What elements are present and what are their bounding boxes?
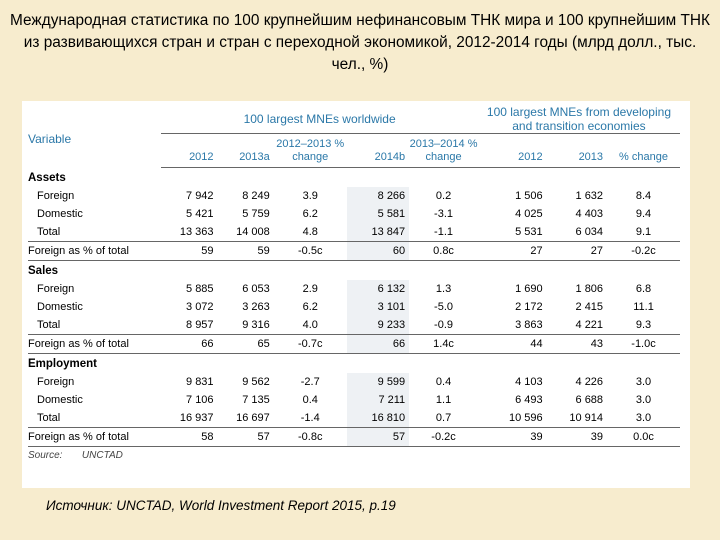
- row-label: Foreign as % of total: [28, 428, 161, 447]
- group-header-developing: 100 largest MNEs from developing and transition economies: [478, 105, 680, 134]
- table-cell: 57: [347, 428, 409, 447]
- table-cell: -0.5c: [274, 242, 347, 261]
- table-cell: -5.0: [434, 301, 454, 313]
- table-cell: 44: [478, 335, 547, 354]
- table-cell: 8 249: [242, 190, 270, 202]
- row-label: Foreign: [37, 376, 75, 388]
- table-cell: 6 493: [515, 394, 543, 406]
- table-cell: -1.4: [300, 412, 320, 424]
- table-cell: 5 581: [347, 205, 409, 223]
- table-cell: 2.9: [302, 283, 318, 295]
- table-cell: 6 034: [575, 226, 604, 238]
- table-cell: 60: [347, 242, 409, 261]
- section-heading: Employment: [28, 354, 680, 374]
- table-cell: 3 263: [242, 301, 270, 313]
- table-cell: 6 688: [575, 394, 604, 406]
- col-header: % change: [607, 134, 680, 168]
- table-cell: 8.4: [635, 190, 652, 202]
- source-label: Source:: [28, 450, 63, 461]
- table-cell: 59: [161, 242, 217, 261]
- table-cell: 6 132: [347, 280, 409, 298]
- table-cell: 9.4: [635, 208, 652, 220]
- table-cell: 11.1: [633, 301, 654, 313]
- table-cell: 27: [478, 242, 547, 261]
- table-cell: 10 596: [508, 412, 543, 424]
- col-header: 2013–2014 % change: [409, 134, 478, 168]
- table-cell: 5 885: [186, 283, 214, 295]
- table-cell: 65: [218, 335, 274, 354]
- table-cell: -0.2c: [409, 428, 478, 447]
- slide-title: Международная статистика по 100 крупнейшим нефинансовым ТНК мира и 100 крупнейшим ТНК из развивающихся стран и стран с переходной экономикой, 2012-2014 годы (млрд долл., тыс. чел., %): [10, 12, 710, 73]
- table-cell: -3.1: [434, 208, 454, 220]
- table-cell: 6.2: [302, 208, 318, 220]
- table-cell: 57: [218, 428, 274, 447]
- row-label: Total: [37, 226, 61, 238]
- table-row: [28, 391, 680, 409]
- row-label: Domestic: [37, 208, 83, 220]
- table-row: [28, 205, 680, 223]
- table-cell: 4 226: [575, 376, 604, 388]
- col-header: 2012: [161, 134, 217, 168]
- footer-source: Источник: UNCTAD, World Investment Report 2015, p.19: [46, 498, 396, 513]
- table-cell: 66: [347, 335, 409, 354]
- table-cell: 1 632: [575, 190, 604, 202]
- table-cell: 0.7: [435, 412, 452, 424]
- table-cell: 3 072: [186, 301, 214, 313]
- table-cell: 4 025: [515, 208, 543, 220]
- table-body: [28, 168, 680, 447]
- table-cell: 3.0: [635, 394, 652, 406]
- table-cell: 4 103: [515, 376, 543, 388]
- table-cell: 8 266: [347, 187, 409, 205]
- table-row: [28, 187, 680, 205]
- table-row: [28, 242, 680, 261]
- table-cell: 3 863: [515, 319, 543, 331]
- row-label: Domestic: [37, 301, 83, 313]
- source-value: UNCTAD: [81, 450, 123, 461]
- table-panel: [22, 101, 690, 488]
- table-cell: 0.4: [302, 394, 318, 406]
- table-cell: 1.3: [435, 283, 452, 295]
- variable-header: Variable: [28, 131, 72, 146]
- table-cell: -0.2c: [607, 242, 680, 261]
- group-header-worldwide: 100 largest MNEs worldwide: [161, 105, 478, 134]
- row-label: Foreign as % of total: [28, 335, 161, 354]
- table-cell: 9.1: [635, 226, 652, 238]
- table-row: [28, 223, 680, 242]
- table-cell: 4 221: [575, 319, 604, 331]
- table-cell: 13 847: [347, 223, 409, 242]
- table-cell: 4.0: [302, 319, 318, 331]
- table-row: [28, 316, 680, 335]
- table-cell: 3.0: [635, 376, 652, 388]
- table-row: [28, 335, 680, 354]
- table-cell: 16 810: [347, 409, 409, 428]
- table-cell: 6.8: [635, 283, 652, 295]
- table-cell: 14 008: [236, 226, 270, 238]
- table-cell: 16 697: [236, 412, 270, 424]
- table-cell: 39: [547, 428, 607, 447]
- statistics-table: [28, 105, 680, 465]
- table-cell: 0.4: [435, 376, 452, 388]
- table-cell: 27: [547, 242, 607, 261]
- table-cell: 1 506: [515, 190, 543, 202]
- row-label: Foreign: [37, 283, 75, 295]
- row-label: Foreign: [37, 190, 75, 202]
- table-cell: 39: [478, 428, 547, 447]
- row-label: Total: [37, 319, 61, 331]
- table-cell: 7 211: [347, 391, 409, 409]
- col-header: 2013a: [218, 134, 274, 168]
- row-label: Total: [37, 412, 61, 424]
- table-cell: -0.8c: [274, 428, 347, 447]
- table-cell: 10 914: [569, 412, 604, 424]
- col-header: 2012: [478, 134, 547, 168]
- table-cell: 0.0c: [607, 428, 680, 447]
- col-header: 2012–2013 % change: [274, 134, 347, 168]
- table-cell: 6.2: [302, 301, 318, 313]
- table-cell: 4.8: [302, 226, 318, 238]
- table-cell: -2.7: [300, 376, 320, 388]
- table-cell: 7 106: [186, 394, 214, 406]
- table-cell: 8 957: [186, 319, 214, 331]
- table-cell: 9 233: [347, 316, 409, 335]
- table-cell: 1.4c: [409, 335, 478, 354]
- table-cell: 9 316: [242, 319, 270, 331]
- table-cell: 2 172: [515, 301, 543, 313]
- table-cell: 5 759: [242, 208, 270, 220]
- table-cell: 66: [161, 335, 217, 354]
- table-cell: 9.3: [635, 319, 652, 331]
- table-cell: 7 942: [186, 190, 214, 202]
- table-cell: 3 101: [347, 298, 409, 316]
- col-header: 2013: [547, 134, 607, 168]
- table-cell: 4 403: [575, 208, 604, 220]
- table-cell: 6 053: [242, 283, 270, 295]
- table-cell: 43: [547, 335, 607, 354]
- table-cell: 1 806: [575, 283, 604, 295]
- table-row: [28, 373, 680, 391]
- section-heading: Sales: [28, 261, 680, 281]
- table-row: [28, 298, 680, 316]
- table-cell: 9 599: [347, 373, 409, 391]
- table-cell: 2 415: [575, 301, 604, 313]
- section-heading: Assets: [28, 171, 66, 184]
- table-cell: 3.9: [302, 190, 318, 202]
- table-cell: 9 831: [186, 376, 214, 388]
- table-cell: 5 421: [186, 208, 214, 220]
- table-cell: 58: [161, 428, 217, 447]
- table-cell: 16 937: [179, 412, 214, 424]
- table-cell: 0.2: [435, 190, 452, 202]
- row-label: Domestic: [37, 394, 83, 406]
- table-cell: 1.1: [435, 394, 452, 406]
- table-cell: 13 363: [179, 226, 214, 238]
- table-cell: -1.0c: [607, 335, 680, 354]
- table-source: [28, 447, 680, 466]
- table-cell: 5 531: [515, 226, 543, 238]
- table-cell: -0.7c: [274, 335, 347, 354]
- table-cell: 1 690: [515, 283, 543, 295]
- table-row: [28, 409, 680, 428]
- table-cell: 59: [218, 242, 274, 261]
- table-cell: 9 562: [242, 376, 270, 388]
- table-cell: 7 135: [242, 394, 270, 406]
- table-row: [28, 280, 680, 298]
- table-cell: 0.8c: [409, 242, 478, 261]
- row-label: Foreign as % of total: [28, 242, 161, 261]
- table-cell: -0.9: [434, 319, 454, 331]
- table-cell: 3.0: [635, 412, 652, 424]
- table-cell: -1.1: [434, 226, 454, 238]
- col-header: 2014b: [347, 134, 409, 168]
- table-row: [28, 428, 680, 447]
